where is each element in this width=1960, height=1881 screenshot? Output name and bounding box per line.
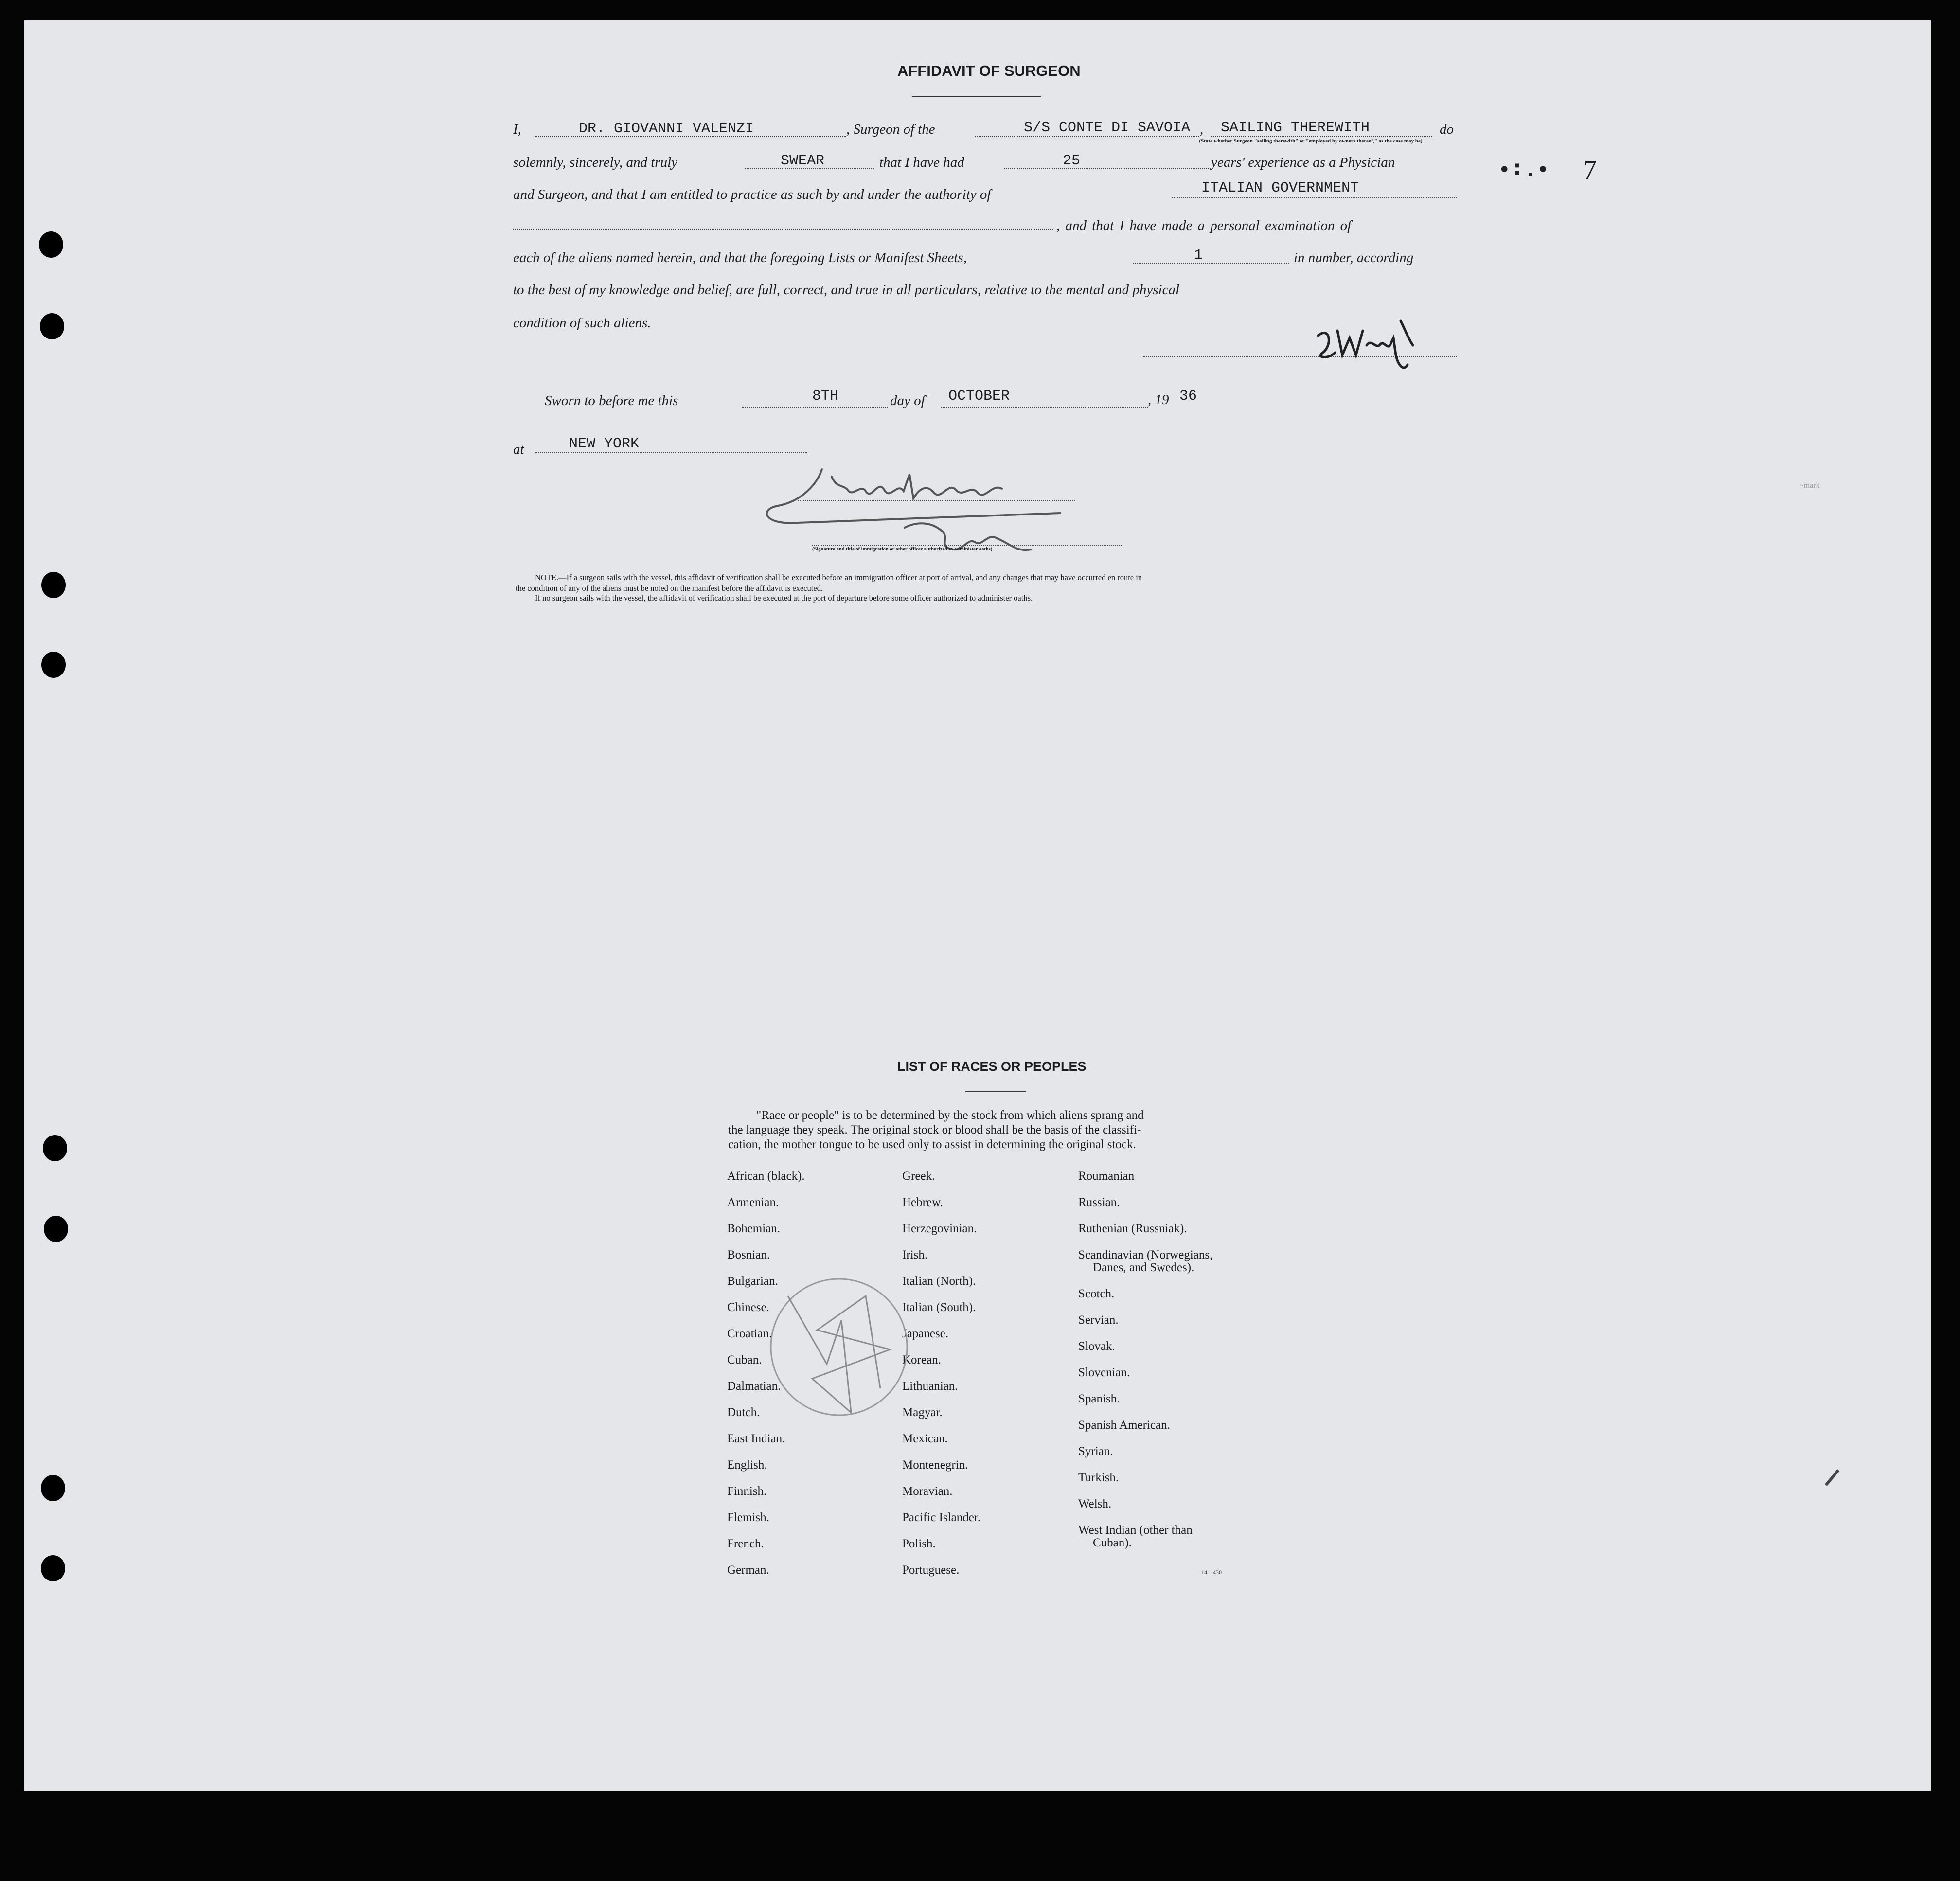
note-line-2: the condition of any of the aliens must be noted on the manifest before the affidavit is executed.: [516, 584, 823, 593]
race-item: Korean.: [902, 1353, 941, 1366]
race-item: German.: [727, 1563, 769, 1577]
race-item: Scandinavian (Norwegians,: [1078, 1248, 1213, 1261]
sheets-count: 1: [1194, 247, 1203, 264]
race-item: Slovak.: [1078, 1340, 1115, 1353]
race-item: African (black).: [727, 1170, 805, 1183]
ship-blank: [975, 136, 1199, 137]
sheet-number: 7: [1583, 155, 1597, 185]
line6-text: to the best of my knowledge and belief, are full, correct, and true in all particulars, relative to the mental and physical: [513, 282, 1180, 298]
punch-hole: [41, 1555, 65, 1581]
punch-hole: [44, 1216, 68, 1242]
punch-hole: [41, 652, 66, 678]
race-item: Welsh.: [1078, 1497, 1112, 1510]
authority-name: ITALIAN GOVERNMENT: [1201, 180, 1359, 196]
race-item: Flemish.: [727, 1511, 769, 1524]
note-line-1: NOTE.—If a surgeon sails with the vessel, this affidavit of verification shall be executed before an immigration officer at port of arrival, and any changes that may have occurred en route in: [535, 573, 1142, 582]
race-item: Danes, and Swedes).: [1093, 1261, 1194, 1274]
place-blank: [535, 452, 807, 453]
line2-mid: that I have had: [879, 155, 964, 170]
race-item: Finnish.: [727, 1485, 767, 1498]
race-item: Turkish.: [1078, 1471, 1119, 1484]
title-rule: [912, 96, 1041, 97]
officer-signature: [759, 455, 1089, 559]
status-hint: (State whether Surgeon "sailing therewith" or "employed by owners thereof," as the case may be): [1199, 138, 1423, 144]
line7-text: condition of such aliens.: [513, 315, 651, 331]
race-item: Cuban.: [727, 1353, 762, 1366]
race-item: Spanish American.: [1078, 1419, 1170, 1432]
punch-hole: [43, 1135, 67, 1161]
race-item: Servian.: [1078, 1313, 1119, 1327]
races-intro-1: "Race or people" is to be determined by the stock from which aliens sprang and: [756, 1109, 1144, 1122]
race-item: Bosnian.: [727, 1248, 770, 1261]
line5-lead: each of the aliens named herein, and that the foregoing Lists or Manifest Sheets,: [513, 250, 967, 266]
race-item: Moravian.: [902, 1485, 953, 1498]
sworn-day: 8TH: [812, 388, 839, 405]
race-item: Armenian.: [727, 1196, 779, 1209]
race-item: Slovenian.: [1078, 1366, 1130, 1379]
races-intro-3: cation, the mother tongue to be used only to assist in determining the original stock.: [728, 1138, 1136, 1151]
race-item: Magyar.: [902, 1406, 943, 1419]
authority-blank: [1172, 197, 1457, 198]
affidavit-title: AFFIDAVIT OF SURGEON: [897, 62, 1081, 79]
sworn-year: 36: [1179, 388, 1197, 405]
race-item: Spanish.: [1078, 1392, 1120, 1405]
oath-word: SWEAR: [781, 153, 825, 169]
line4-text: , and that I have made a personal examination of: [1056, 218, 1352, 233]
form-number: 14—430: [1201, 1569, 1222, 1576]
punch-hole: [40, 313, 64, 339]
surgeon-status: SAILING THEREWITH: [1221, 120, 1370, 136]
punch-hole: [39, 231, 63, 258]
race-item: Montenegrin.: [902, 1458, 968, 1472]
years-blank: [1004, 168, 1209, 169]
race-item: Dalmatian.: [727, 1380, 781, 1393]
authority-blank-continued: [513, 229, 1053, 230]
line5-end: in number, according: [1294, 250, 1414, 266]
line1-end: do: [1440, 122, 1454, 137]
race-item: Croatian.: [727, 1327, 772, 1340]
race-item: Pacific Islander.: [902, 1511, 981, 1524]
stray-mark: ~mark: [1800, 481, 1820, 490]
ship-name: S/S CONTE DI SAVOIA: [1024, 120, 1191, 136]
years-experience: 25: [1063, 153, 1081, 169]
sworn-comma: , 19: [1148, 392, 1169, 408]
races-title-rule: [965, 1091, 1026, 1092]
race-item: Cuban).: [1093, 1536, 1132, 1549]
race-item: Lithuanian.: [902, 1380, 958, 1393]
race-item: Italian (South).: [902, 1301, 976, 1314]
punch-hole: [41, 1475, 65, 1501]
status-blank: [1211, 136, 1432, 137]
race-item: Scotch.: [1078, 1287, 1115, 1300]
line2-end: years' experience as a Physician: [1211, 155, 1395, 170]
race-item: Greek.: [902, 1170, 935, 1183]
race-item: Japanese.: [902, 1327, 949, 1340]
race-item: East Indian.: [727, 1432, 785, 1445]
race-item: Hebrew.: [902, 1196, 943, 1209]
sworn-at: at: [513, 442, 524, 457]
race-item: West Indian (other than: [1078, 1524, 1193, 1537]
sheets-blank: [1133, 263, 1289, 264]
race-item: Polish.: [902, 1537, 936, 1550]
note-line-3: If no surgeon sails with the vessel, the affidavit of verification shall be executed at the port of departure before some officer authorized to administer oaths.: [535, 593, 1033, 603]
line1-lead: I,: [513, 122, 521, 137]
race-item: Irish.: [902, 1248, 928, 1261]
race-item: French.: [727, 1537, 764, 1550]
race-item: Ruthenian (Russniak).: [1078, 1222, 1187, 1235]
surgeon-signature: [1308, 292, 1435, 379]
line2-lead: solemnly, sincerely, and truly: [513, 155, 678, 170]
sworn-month: OCTOBER: [948, 388, 1010, 405]
stamp-mark: [768, 1267, 909, 1427]
races-intro-2: the language they speak. The original stock or blood shall be the basis of the classifi-: [728, 1123, 1141, 1136]
race-item: Syrian.: [1078, 1445, 1113, 1458]
race-item: Portuguese.: [902, 1563, 960, 1577]
line1-mid: , Surgeon of the: [846, 122, 935, 137]
margin-mark: •∶.•: [1498, 159, 1550, 183]
race-item: Italian (North).: [902, 1275, 976, 1288]
sworn-place: NEW YORK: [569, 436, 640, 452]
month-blank: [941, 407, 1148, 408]
day-blank: [742, 407, 888, 408]
race-item: Bohemian.: [727, 1222, 781, 1235]
line3-lead: and Surgeon, and that I am entitled to practice as such by and under the authority of: [513, 187, 991, 202]
race-item: Roumanian: [1078, 1170, 1135, 1183]
line1-comma: ,: [1200, 122, 1204, 137]
sworn-lead: Sworn to before me this: [545, 393, 678, 408]
race-item: Bulgarian.: [727, 1275, 778, 1288]
race-item: Dutch.: [727, 1406, 760, 1419]
race-item: Herzegovinian.: [902, 1222, 977, 1235]
punch-hole: [41, 572, 66, 598]
officer-signature-caption: (Signature and title of immigration or other officer authorized to administer oaths): [812, 547, 993, 552]
race-item: Russian.: [1078, 1196, 1120, 1209]
race-item: Mexican.: [902, 1432, 948, 1445]
race-item: English.: [727, 1458, 767, 1472]
race-item: Chinese.: [727, 1301, 769, 1314]
sworn-mid: day of: [890, 393, 925, 408]
surgeon-name: DR. GIOVANNI VALENZI: [579, 121, 754, 137]
races-title: LIST OF RACES OR PEOPLES: [897, 1059, 1087, 1074]
